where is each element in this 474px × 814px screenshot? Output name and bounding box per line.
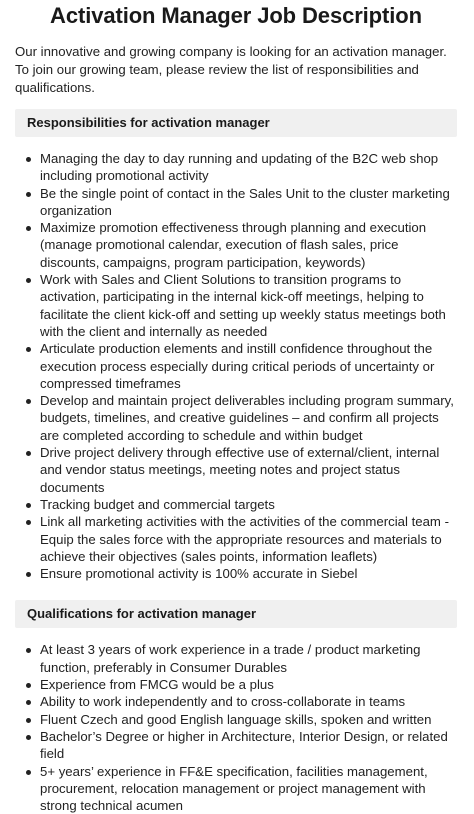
list-item: Bachelor’s Degree or higher in Architecture, Interior Design, or related field [15, 728, 457, 763]
list-item: Ensure promotional activity is 100% accurate in Siebel [15, 565, 457, 582]
list-item: At least 3 years of work experience in a trade / product marketing function, preferably in Consumer Durables [15, 641, 457, 676]
qualifications-list [15, 641, 457, 814]
list-item: Link all marketing activities with the activities of the commercial team - Equip the sales force with the appropriate resources and materials to achieve their objectives (sales points, information leaflets) [15, 513, 457, 565]
list-item: Fluent Czech and good English language skills, spoken and written [15, 711, 457, 728]
list-item: Managing the day to day running and updating of the B2C web shop including promotional activity [15, 150, 457, 185]
responsibilities-list [15, 150, 457, 582]
list-item: Ability to work independently and to cross-collaborate in teams [15, 693, 457, 710]
intro-paragraph: Our innovative and growing company is looking for an activation manager. To join our growing team, please review the list of responsibilities and qualifications. [15, 43, 457, 97]
list-item: Drive project delivery through effective use of external/client, internal and vendor status meetings, meeting notes and project status documents [15, 444, 457, 496]
page-title: Activation Manager Job Description [15, 0, 457, 39]
qualifications-heading: Qualifications for activation manager [15, 600, 457, 628]
list-item: Develop and maintain project deliverables including program summary, budgets, timelines, and creative guidelines – and confirm all projects are completed according to schedule and within budget [15, 392, 457, 444]
list-item: 5+ years’ experience in FF&E specification, facilities management, procurement, relocation management or project management with strong technical acumen [15, 763, 457, 814]
list-item: Articulate production elements and instill confidence throughout the execution process especially during critical periods of uncertainty or compressed timeframes [15, 340, 457, 392]
list-item: Maximize promotion effectiveness through planning and execution (manage promotional calendar, execution of flash sales, price discounts, campaigns, program participation, keywords) [15, 219, 457, 271]
list-item: Work with Sales and Client Solutions to transition programs to activation, participating in the internal kick-off meetings, helping to facilitate the client kick-off and setting up weekly status meetings both with the client and internally as needed [15, 271, 457, 340]
list-item: Tracking budget and commercial targets [15, 496, 457, 513]
list-item: Experience from FMCG would be a plus [15, 676, 457, 693]
responsibilities-heading: Responsibilities for activation manager [15, 109, 457, 137]
list-item: Be the single point of contact in the Sales Unit to the cluster marketing organization [15, 185, 457, 220]
